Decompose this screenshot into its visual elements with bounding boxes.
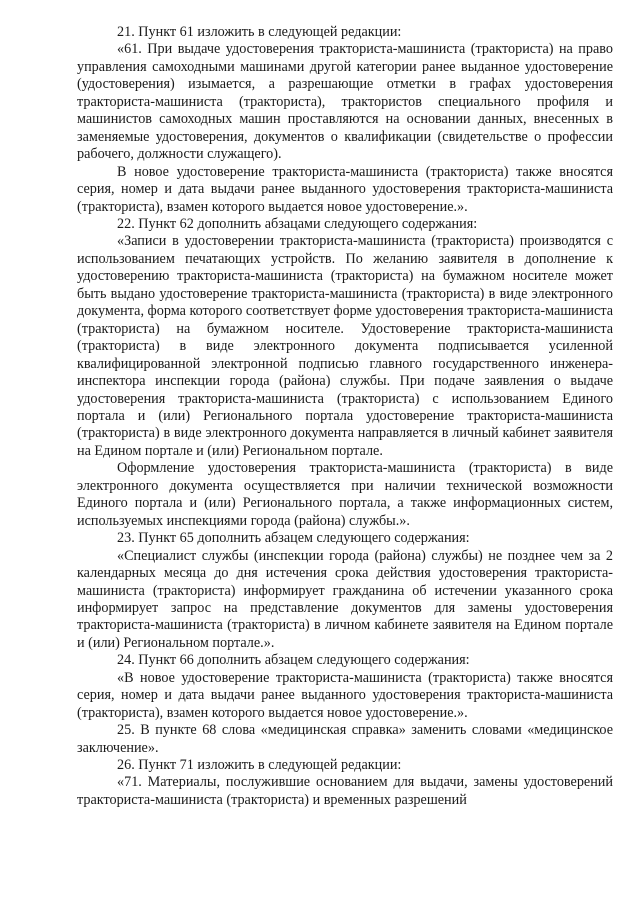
paragraph-item-24-header: 24. Пункт 66 дополнить абзацем следующего содержания: [117,652,470,669]
paragraph-point-61-continuation: В новое удостоверение тракториста-машиниста (тракториста) также вносятся серия, номер и дата выдачи ранее выданного удостоверения тракториста-машиниста (тракториста), взамен которого выдается новое удостоверение.». [77,163,613,215]
paragraph-item-21-header: 21. Пункт 61 изложить в следующей редакции: [117,24,402,40]
paragraph-item-25: 25. В пункте 68 слова «медицинская справка» заменить словами «медицинское заключение». [77,722,613,756]
paragraph-point-65-addition: «Специалист службы (инспекции города (района) службы) не позднее чем за 2 календарных месяца до дня истечения срока действия удостоверения тракториста-машиниста (тракториста) информирует гражданина об истечении указанного срока информирует запрос на представление документов для замены удостоверения тракториста-машиниста (тракториста) в личном кабинете заявителя на Едином портале и (или) Региональном портале.». [77,547,613,651]
paragraph-point-61-text: «61. При выдаче удостоверения тракториста-машиниста (тракториста) на право управления самоходными машинами другой категории ранее выданное удостоверение (удостоверения) изымается, а разрешающие отметки в графах удостоверения тракториста-машиниста (тракториста), трактористов специального профиля и машинистов самоходных машин проставляются на основании данных, внесенных в заменяемые удостоверения, документов о квалификации (свидетельстве о профессии рабочего, должности служащего). [77,41,613,163]
paragraph-point-62-addition-continuation: Оформление удостоверения тракториста-машиниста (тракториста) в виде электронного документа осуществляется при наличии технической возможности Единого портала и (или) Регионального портала, а также информационных систем, используемых инспекциями города (района) службы.». [77,460,613,529]
paragraph-item-26-header: 26. Пункт 71 изложить в следующей редакции: [117,757,402,774]
paragraph-item-23-header: 23. Пункт 65 дополнить абзацем следующего содержания: [117,530,470,547]
paragraph-point-66-addition: «В новое удостоверение тракториста-машиниста (тракториста) также вносятся серия, номер и дата выдачи ранее выданного удостоверения тракториста-машиниста (тракториста), взамен которого выдается новое удостоверение.». [77,669,613,721]
document-page [77,24,613,809]
paragraph-point-71-text: «71. Материалы, послужившие основанием для выдачи, замены удостоверений тракториста-машиниста (тракториста) и временных разрешений [77,774,613,808]
paragraph-point-62-addition: «Записи в удостоверении тракториста-машиниста (тракториста) производятся с использованием печатающих устройств. По желанию заявителя в дополнение к удостоверению тракториста-машиниста (тракториста) на бумажном носителе может быть выдано удостоверение тракториста-машиниста (тракториста) в виде электронного документа, форма которого соответствует форме удостоверения тракториста-машиниста (тракториста) на бумажном носителе. Удостоверение тракториста-машиниста (тракториста) в виде электронного документа подписывается усиленной квалифицированной электронной подписью главного государственного инженера-инспектора инспекции города (района) службы. При подаче заявления о выдаче удостоверения тракториста-машиниста (тракториста) с использованием Единого портала и (или) Регионального портала удостоверение тракториста-машиниста (тракториста) в виде электронного документа направляется в личный кабинет заявителя на Едином портале и (или) Региональном портале. [77,233,613,459]
paragraph-item-22-header: 22. Пункт 62 дополнить абзацами следующего содержания: [117,215,478,232]
